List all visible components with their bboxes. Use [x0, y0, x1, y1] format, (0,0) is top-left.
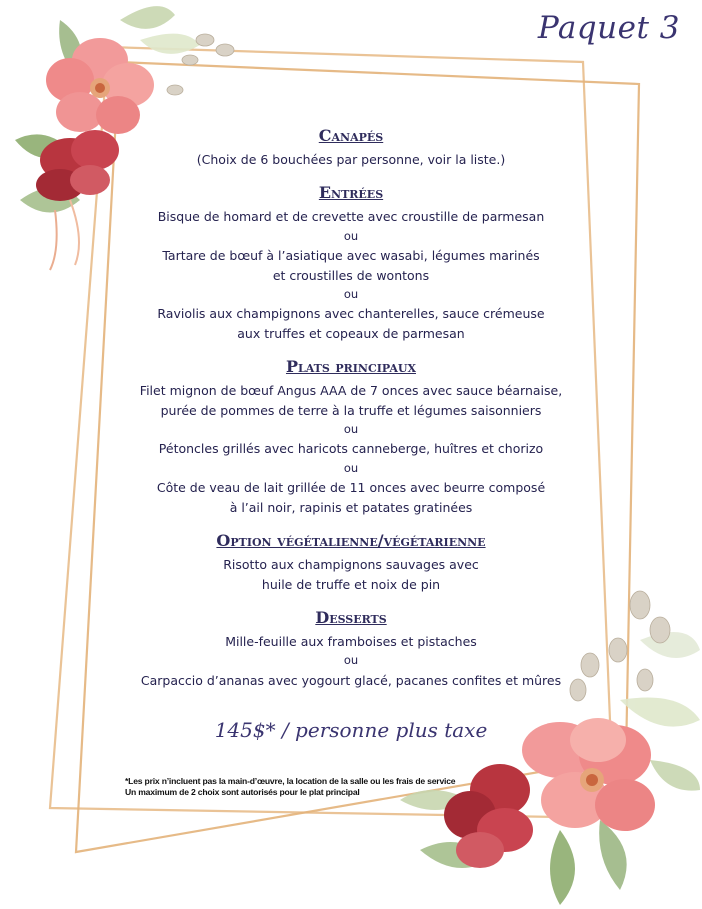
menu-line: Carpaccio d’ananas avec yogourt glacé, pacanes confites et mûres	[140, 672, 562, 688]
menu-line: et croustilles de wontons	[272, 267, 430, 283]
section-title: Option végétalienne/végétarienne	[216, 531, 486, 551]
menu-line: Côte de veau de lait grillée de 11 onces avec beurre composé	[156, 480, 546, 496]
menu-line: Tartare de bœuf à l’asiatique avec wasabi, légumes marinés	[162, 248, 540, 264]
package-title: Paquet 3	[537, 10, 680, 46]
footnote-choices: Un maximum de 2 choix sont autorisés pour le plat principal	[125, 787, 360, 797]
menu-line: Mille-feuille aux framboises et pistaches	[225, 633, 477, 649]
menu-or: ou	[343, 653, 359, 668]
menu-body	[100, 126, 602, 690]
menu-line: Bisque de homard et de crevette avec croustille de parmesan	[157, 209, 545, 225]
menu-line: huile de truffe et noix de pin	[261, 576, 441, 592]
section-plats-principaux	[100, 357, 602, 517]
section-canapes	[100, 126, 602, 169]
section-entrees	[100, 183, 602, 343]
section-option-vegetalienne	[100, 531, 602, 594]
menu-line: à l’ail noir, rapinis et patates gratinées	[229, 499, 473, 515]
menu-line: (Choix de 6 bouchées par personne, voir la liste.)	[196, 152, 506, 167]
menu-or: ou	[343, 422, 359, 437]
menu-line: Filet mignon de bœuf Angus AAA de 7 onces avec sauce béarnaise,	[139, 383, 563, 399]
menu-line: aux truffes et copeaux de parmesan	[237, 325, 465, 341]
price-line: 145$* / personne plus taxe	[214, 718, 488, 742]
menu-line: Raviolis aux champignons avec chanterelles, sauce crémeuse	[157, 306, 545, 322]
footnote-pricing: *Les prix n’incluent pas la main-d’œuvre, la location de la salle ou les frais de service	[125, 776, 456, 786]
menu-line: purée de pommes de terre à la truffe et légumes saisonniers	[160, 402, 542, 418]
section-title: Desserts	[315, 607, 387, 627]
section-title: Plats principaux	[285, 357, 417, 377]
section-title: Entrées	[318, 183, 384, 203]
menu-or: ou	[343, 228, 359, 243]
menu-line: Risotto aux champignons sauvages avec	[223, 557, 479, 573]
section-title: Canapés	[318, 126, 384, 145]
section-desserts	[100, 608, 602, 690]
footnotes	[125, 776, 455, 798]
menu-or: ou	[343, 460, 359, 475]
menu-line: Pétoncles grillés avec haricots canneberge, huîtres et chorizo	[158, 441, 544, 457]
menu-or: ou	[343, 287, 359, 302]
